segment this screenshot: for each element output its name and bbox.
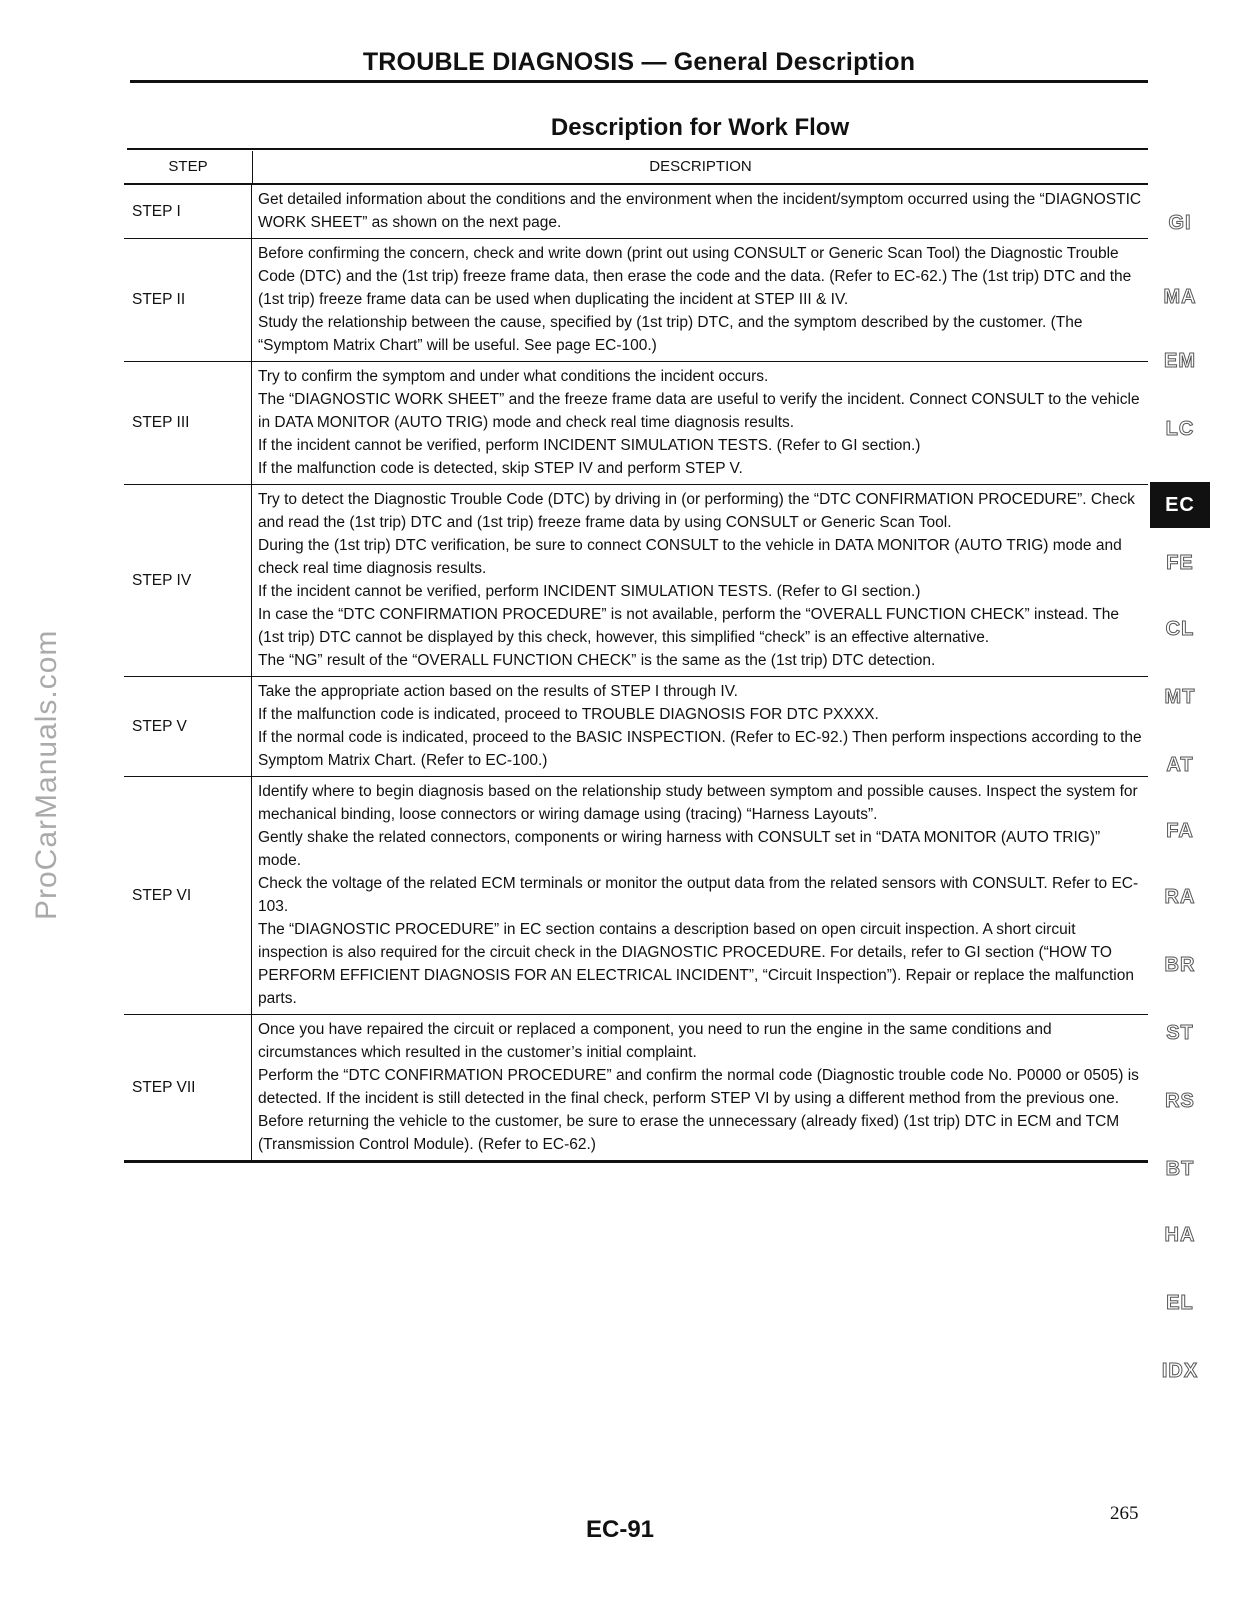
- page-title: TROUBLE DIAGNOSIS — General Description: [362, 48, 916, 76]
- page-code: EC-91: [585, 1516, 655, 1543]
- tab-fe[interactable]: FE: [1166, 552, 1194, 574]
- table-body: [124, 185, 1148, 1163]
- section-subtitle: Description for Work Flow: [550, 114, 850, 141]
- step-label: STEP IV: [124, 485, 252, 676]
- description-line: If the malfunction code is indicated, proceed to TROUBLE DIAGNOSIS FOR DTC PXXXX.: [258, 706, 879, 723]
- table-row: [124, 777, 1148, 1015]
- tab-mt[interactable]: MT: [1164, 686, 1196, 708]
- tab-gi[interactable]: GI: [1168, 212, 1192, 234]
- table-row: [124, 185, 1148, 239]
- description-line: If the malfunction code is detected, skip STEP IV and perform STEP V.: [258, 460, 743, 477]
- step-description: [252, 1015, 1148, 1160]
- description-line: Take the appropriate action based on the results of STEP I through IV.: [258, 683, 738, 700]
- description-line: Identify where to begin diagnosis based on the relationship study between symptom and possible causes. Inspect the system for mechanical binding, loose connectors or wiring damage using (tracing) “Harness Layouts”.: [258, 783, 1138, 823]
- table-header: [124, 151, 1148, 185]
- description-line: The “DIAGNOSTIC WORK SHEET” and the freeze frame data are useful to verify the incident. Connect CONSULT to the vehicle in DATA MONITOR (AUTO TRIG) mode and check real time diagnosis results.: [258, 391, 1140, 431]
- step-description: [252, 485, 1148, 676]
- step-column-header: STEP: [124, 151, 253, 183]
- step-description: [252, 777, 1148, 1014]
- tab-ec[interactable]: EC: [1150, 482, 1210, 528]
- step-description: [252, 185, 1148, 238]
- description-line: The “NG” result of the “OVERALL FUNCTION CHECK” is the same as the (1st trip) DTC detection.: [258, 652, 936, 669]
- description-line: Try to detect the Diagnostic Trouble Code (DTC) by driving in (or performing) the “DTC CONFIRMATION PROCEDURE”. Check and read the (1st trip) DTC and (1st trip) freeze frame data by using CONSULT or Generic Scan Tool.: [258, 491, 1135, 531]
- step-label: STEP VII: [124, 1015, 252, 1160]
- tab-lc[interactable]: LC: [1165, 418, 1195, 440]
- watermark: ProCarManuals.com: [30, 629, 63, 920]
- description-line: Before confirming the concern, check and write down (print out using CONSULT or Generic Scan Tool) the Diagnostic Trouble Code (DTC) and the (1st trip) freeze frame data, then erase the code and the data. (Refer to EC-62.) The (1st trip) DTC and the (1st trip) freeze frame data can be used when duplicating the incident at STEP III & IV.: [258, 245, 1132, 308]
- tab-el[interactable]: EL: [1166, 1292, 1194, 1314]
- description-line: If the incident cannot be verified, perform INCIDENT SIMULATION TESTS. (Refer to GI section.): [258, 583, 921, 600]
- step-description: [252, 677, 1148, 776]
- tab-br[interactable]: BR: [1164, 954, 1196, 976]
- tab-at[interactable]: AT: [1166, 754, 1194, 776]
- description-line: Try to confirm the symptom and under what conditions the incident occurs.: [258, 368, 769, 385]
- step-description: [252, 239, 1148, 361]
- step-label: STEP I: [124, 185, 252, 238]
- tab-em[interactable]: EM: [1164, 350, 1196, 372]
- description-line: The “DIAGNOSTIC PROCEDURE” in EC section contains a description based on open circuit inspection. A short circuit inspection is also required for the circuit check in the DIAGNOSTIC PROCEDURE. For details, refer to GI section (“HOW TO PERFORM EFFICIENT DIAGNOSIS FOR AN ELECTRICAL INCIDENT”, “Circuit Inspection”). Repair or replace the malfunction parts.: [258, 921, 1134, 1007]
- tab-bt[interactable]: BT: [1165, 1158, 1195, 1180]
- tab-fa[interactable]: FA: [1166, 820, 1194, 842]
- tab-ma[interactable]: MA: [1163, 286, 1197, 308]
- subtitle-rule: [127, 148, 1148, 150]
- step-label: STEP II: [124, 239, 252, 361]
- table-row: [124, 362, 1148, 485]
- description-line: Gently shake the related connectors, components or wiring harness with CONSULT set in “DATA MONITOR (AUTO TRIG)” mode.: [258, 829, 1101, 869]
- table-row: [124, 677, 1148, 777]
- description-line: If the incident cannot be verified, perform INCIDENT SIMULATION TESTS. (Refer to GI section.): [258, 437, 921, 454]
- description-line: Get detailed information about the conditions and the environment when the incident/symptom occurred using the “DIAGNOSTIC WORK SHEET” as shown on the next page.: [258, 191, 1142, 231]
- work-flow-table: [124, 151, 1148, 1163]
- step-label: STEP III: [124, 362, 252, 484]
- description-line: Once you have repaired the circuit or replaced a component, you need to run the engine in the same conditions and circumstances which resulted in the customer’s initial complaint.: [258, 1021, 1052, 1061]
- tab-cl[interactable]: CL: [1165, 618, 1195, 640]
- description-line: Check the voltage of the related ECM terminals or monitor the output data from the related sensors with CONSULT. Refer to EC-103.: [258, 875, 1139, 915]
- description-line: Before returning the vehicle to the customer, be sure to erase the unnecessary (already fixed) (1st trip) DTC in ECM and TCM (Transmission Control Module). (Refer to EC-62.): [258, 1113, 1120, 1153]
- description-line: During the (1st trip) DTC verification, be sure to connect CONSULT to the vehicle in DATA MONITOR (AUTO TRIG) mode and check real time diagnosis results.: [258, 537, 1122, 577]
- description-line: Study the relationship between the cause, specified by (1st trip) DTC, and the symptom described by the customer. (The “Symptom Matrix Chart” will be useful. See page EC-100.): [258, 314, 1083, 354]
- step-label: STEP VI: [124, 777, 252, 1014]
- tab-st[interactable]: ST: [1166, 1022, 1194, 1044]
- tab-rs[interactable]: RS: [1165, 1090, 1195, 1112]
- description-line: If the normal code is indicated, proceed to the BASIC INSPECTION. (Refer to EC-92.) Then perform inspections according to the Symptom Matrix Chart. (Refer to EC-100.): [258, 729, 1142, 769]
- title-rule: [130, 80, 1148, 83]
- table-row: [124, 239, 1148, 362]
- step-description: [252, 362, 1148, 484]
- description-column-header: DESCRIPTION: [649, 158, 752, 175]
- description-line: Perform the “DTC CONFIRMATION PROCEDURE” and confirm the normal code (Diagnostic trouble code No. P0000 or 0505) is detected. If the incident is still detected in the final check, perform STEP VI by using a different method from the previous one.: [258, 1067, 1139, 1107]
- description-line: In case the “DTC CONFIRMATION PROCEDURE” is not available, perform the “OVERALL FUNCTION CHECK” instead. The (1st trip) DTC cannot be displayed by this check, however, this simplified “check” is an effective alternative.: [258, 606, 1120, 646]
- table-row: [124, 1015, 1148, 1163]
- tab-idx[interactable]: IDX: [1161, 1360, 1199, 1382]
- table-row: [124, 485, 1148, 677]
- tab-ha[interactable]: HA: [1164, 1224, 1196, 1246]
- tab-ra[interactable]: RA: [1164, 886, 1196, 908]
- page-number: 265: [1110, 1503, 1139, 1524]
- step-label: STEP V: [124, 677, 252, 776]
